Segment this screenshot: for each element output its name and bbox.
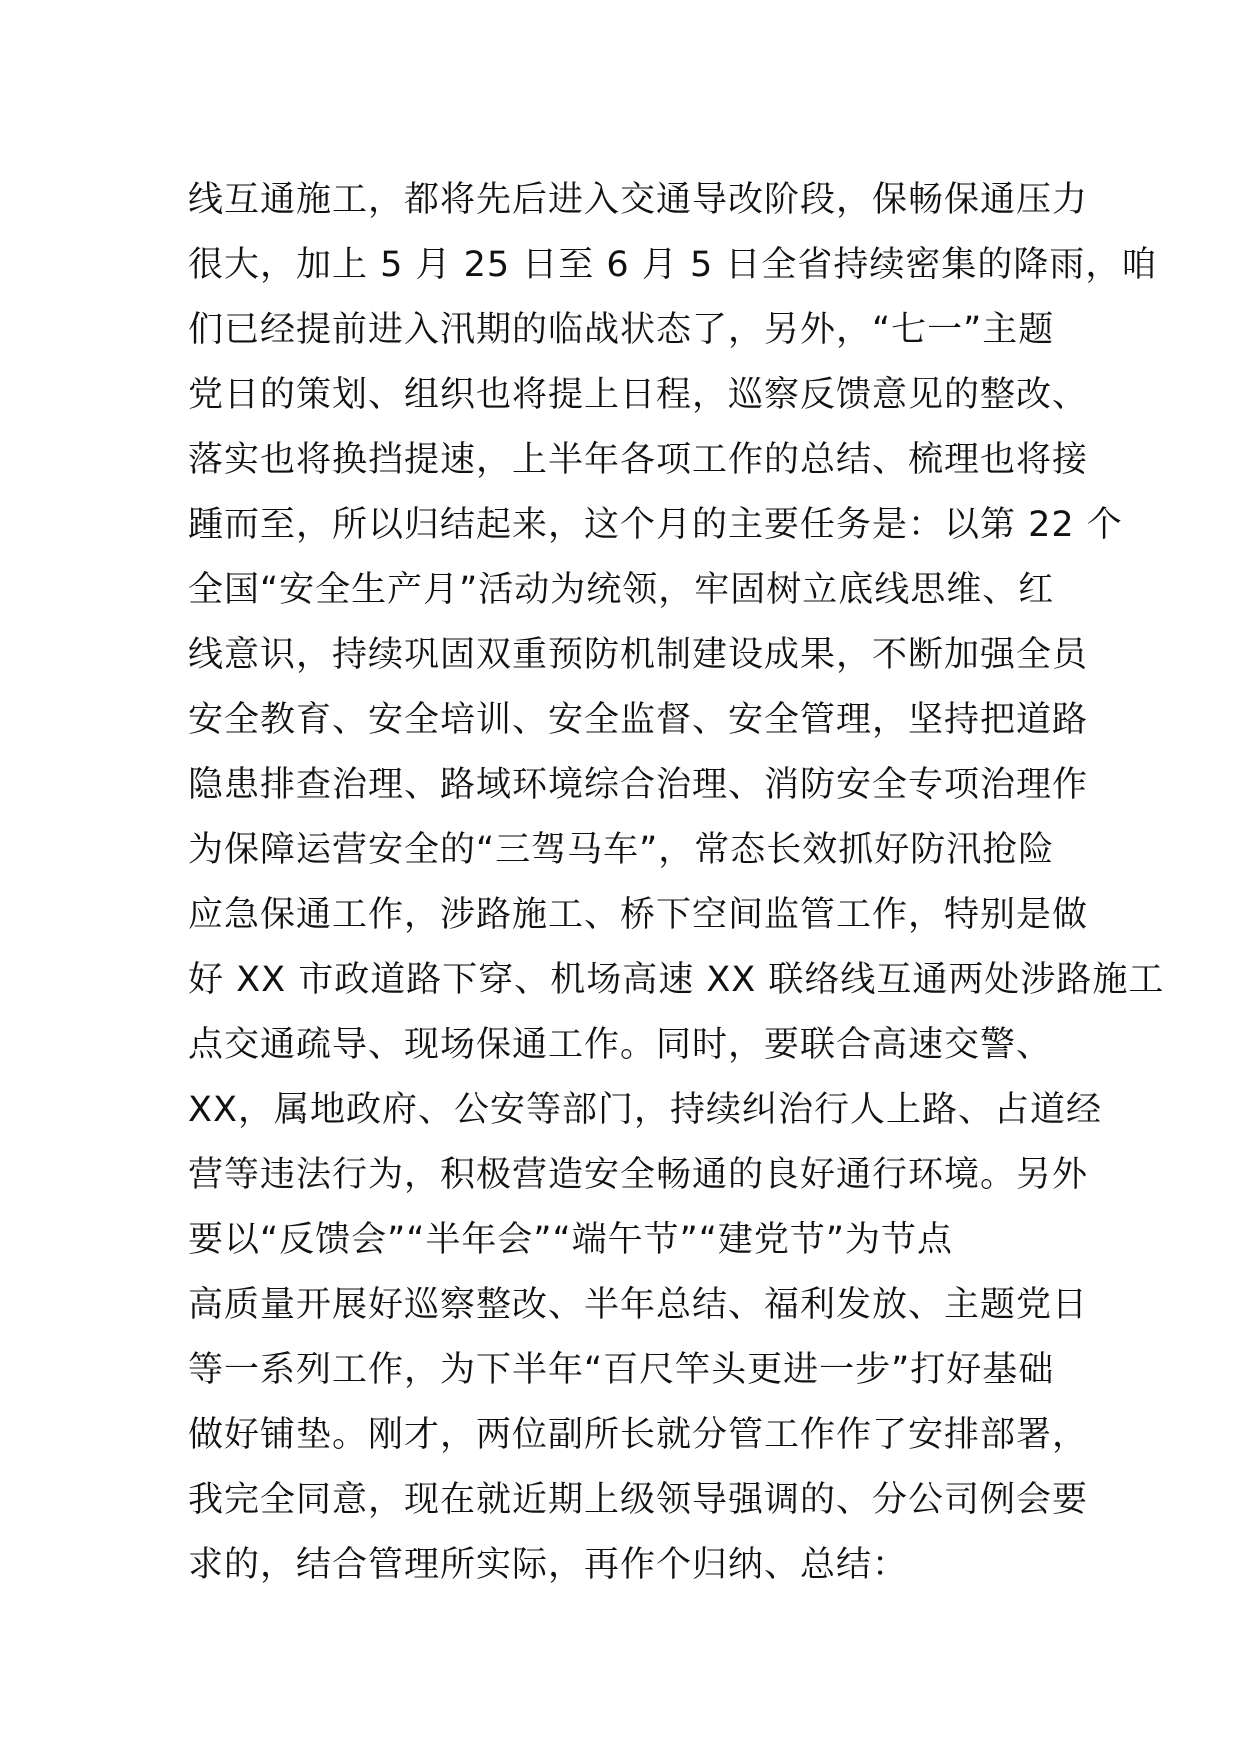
text-line: 踵而至，所以归结起来，这个月的主要任务是：以第 22 个 (188, 505, 1123, 545)
text-line: XX，属地政府、公安等部门，持续纠治行人上路、占道经 (188, 1090, 1102, 1130)
text-line: 等一系列工作，为下半年“百尺竿头更进一步”打好基础 (188, 1350, 1055, 1390)
text-line: 为保障运营安全的“三驾马车”，常态长效抓好防汛抢险 (188, 830, 1055, 870)
text-line: 我完全同意，现在就近期上级领导强调的、分公司例会要 (188, 1480, 1089, 1520)
text-line: 好 XX 市政道路下穿、机场高速 XX 联络线互通两处涉路施工 (188, 960, 1165, 1000)
text-line: 全国“安全生产月”活动为统领，牢固树立底线思维、红 (188, 570, 1055, 610)
text-line: 点交通疏导、现场保通工作。同时，要联合高速交警、 (188, 1025, 1053, 1065)
text-line: 隐患排查治理、路域环境综合治理、消防安全专项治理作 (188, 765, 1089, 805)
text-line: 做好铺垫。刚才，两位副所长就分管工作作了安排部署， (188, 1415, 1089, 1455)
text-line: 们已经提前进入汛期的临战状态了，另外，“七一”主题 (188, 310, 1055, 350)
text-line: 要以“反馈会”“半年会”“端午节”“建党节”为节点 (188, 1220, 954, 1260)
text-line: 应急保通工作，涉路施工、桥下空间监管工作，特别是做 (188, 895, 1089, 935)
text-line: 线互通施工，都将先后进入交通导改阶段，保畅保通压力 (188, 180, 1089, 220)
text-line: 党日的策划、组织也将提上日程，巡察反馈意见的整改、 (188, 375, 1089, 415)
text-line: 营等违法行为，积极营造安全畅通的良好通行环境。另外 (188, 1155, 1089, 1195)
text-line: 高质量开展好巡察整改、半年总结、福利发放、主题党日 (188, 1285, 1089, 1325)
text-line: 求的，结合管理所实际，再作个归纳、总结： (188, 1545, 909, 1585)
text-line: 落实也将换挡提速，上半年各项工作的总结、梳理也将接 (188, 440, 1089, 480)
body-text (188, 168, 1165, 1598)
text-line: 很大，加上 5 月 25 日至 6 月 5 日全省持续密集的降雨，咱 (188, 245, 1158, 285)
text-line: 安全教育、安全培训、安全监督、安全管理，坚持把道路 (188, 700, 1089, 740)
text-line: 线意识，持续巩固双重预防机制建设成果，不断加强全员 (188, 635, 1089, 675)
